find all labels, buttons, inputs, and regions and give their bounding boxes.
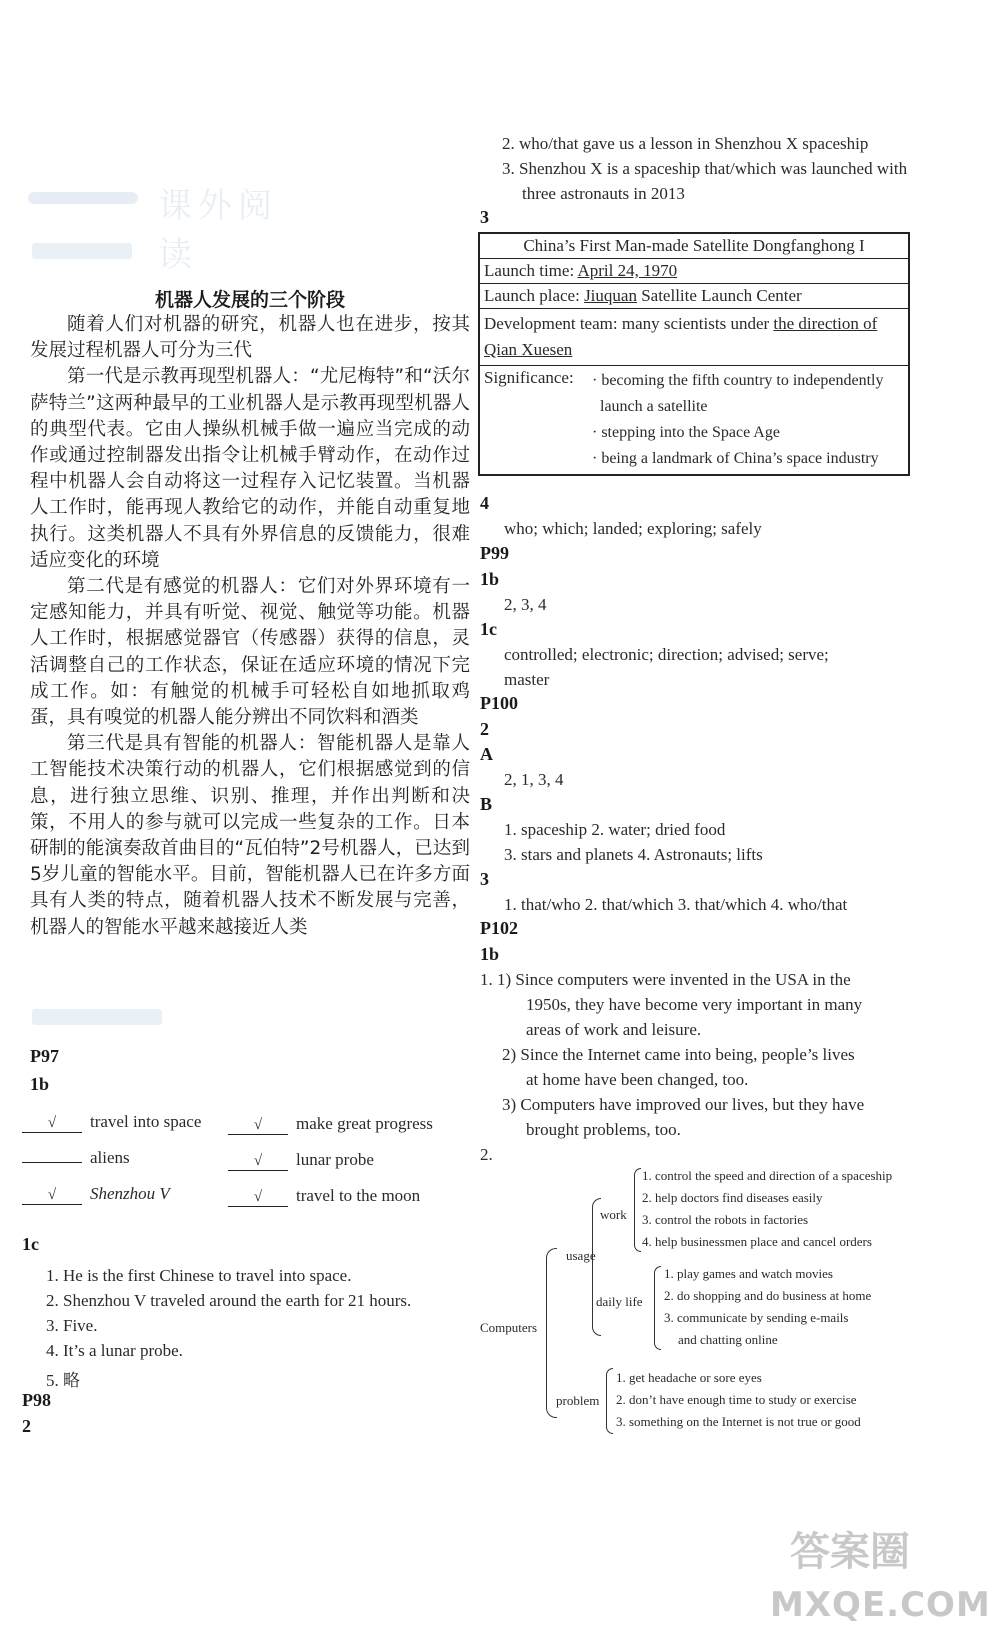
answer-line: 1950s, they have become very important in many — [526, 995, 863, 1014]
checklist-item: √ lunar probe — [228, 1150, 374, 1171]
watermark-logo: 答案圈 — [790, 1529, 910, 1575]
mindmap-root: Computers — [480, 1320, 538, 1335]
table-row: Development team: many scientists under the direction of Qian Xuesen — [479, 309, 909, 366]
satellite-table — [478, 232, 910, 476]
mindmap-leaf: 1. get headache or sore eyes — [616, 1370, 762, 1385]
mindmap-leaf: 3. something on the Internet is not true or good — [616, 1414, 861, 1429]
reading-body — [30, 312, 470, 941]
answer-line: 1. 1) Since computers were invented in the USA in the — [480, 970, 851, 989]
mindmap-leaf: 1. play games and watch movies — [664, 1266, 833, 1281]
table-row: Significance: · becoming the fifth country to independently launch a satellite · stepping into the Space Age · being a landmark of China’s space industry — [479, 366, 909, 476]
answer-line: 1. He is the first Chinese to travel into space. — [46, 1266, 352, 1285]
section-1c: 1c — [480, 619, 497, 639]
answer-line: who; which; landed; exploring; safely — [504, 519, 762, 538]
mindmap-brace — [606, 1368, 613, 1434]
mindmap-leaf: 1. control the speed and direction of a spaceship — [642, 1168, 893, 1183]
answer-line: 2. Shenzhou V traveled around the earth for 21 hours. — [46, 1291, 412, 1310]
page-ref-p97: P97 — [30, 1046, 59, 1066]
answer-line: three astronauts in 2013 — [522, 184, 685, 203]
page-ref-p102: P102 — [480, 918, 518, 938]
answer-line: areas of work and leisure. — [526, 1020, 702, 1039]
checklist-item: √ make great progress — [228, 1114, 433, 1135]
watermark-url: MXQE.COM — [770, 1585, 991, 1625]
section-1b: 1b — [480, 569, 500, 589]
mindmap-leaf: 3. control the robots in factories — [642, 1212, 809, 1227]
section-1b: 1b — [480, 944, 500, 964]
answer-line: at home have been changed, too. — [526, 1070, 749, 1089]
table-row: Launch time: April 24, 1970 — [479, 259, 909, 284]
reading-paragraph: 第二代是有感觉的机器人：它们对外界环境有一定感知能力，并具有听觉、视觉、触觉等功能。机器人工作时，根据感觉器官（传感器）获得的信息，灵活调整自己的工作状态，保证在适应环境的情况下完成工作。如：有触觉的机械手可轻松自如地抓取鸡蛋，具有嗅觉的机器人能分辨出不同饮料和酒类 — [30, 576, 470, 729]
mindmap-leaf: and chatting online — [678, 1332, 778, 1347]
mindmap-leaf: 2. do shopping and do business at home — [664, 1288, 872, 1303]
section-1c: 1c — [22, 1234, 39, 1254]
mindmap-brace — [634, 1168, 641, 1252]
section-A: A — [480, 744, 493, 764]
mindmap-branch-problem: problem — [556, 1393, 600, 1408]
mindmap-leaf: 3. communicate by sending e-mails — [664, 1310, 849, 1325]
checklist-item: √ travel to the moon — [228, 1186, 420, 1207]
answer-line: 2) Since the Internet came into being, people’s lives — [502, 1045, 855, 1064]
section-2: 2 — [480, 719, 489, 739]
reading-paragraph: 随着人们对机器的研究，机器人也在进步，按其发展过程机器人可分为三代 — [30, 314, 470, 362]
answer-line: 2, 1, 3, 4 — [504, 770, 564, 789]
section-header-decoration — [28, 178, 298, 275]
answer-line: 3. stars and planets 4. Astronauts; lifts — [504, 845, 763, 864]
table-title: China’s First Man-made Satellite Dongfanghong I — [479, 233, 909, 259]
mindmap-leaf: 2. don’t have enough time to study or exercise — [616, 1392, 857, 1407]
answer-line: 3. Shenzhou X is a spaceship that/which was launched with — [502, 159, 908, 178]
page-ref-p98: P98 — [22, 1390, 51, 1410]
section-2: 2. — [480, 1145, 493, 1164]
subheading-decoration — [32, 1009, 162, 1025]
checklist-item: aliens — [22, 1148, 130, 1168]
page-ref-p100: P100 — [480, 693, 518, 713]
answer-line: master — [504, 670, 550, 689]
reading-paragraph: 第三代是具有智能的机器人：智能机器人是靠人工智能技术决策行动的机器人，它们根据感觉到的信息，进行独立思维、识别、推理，并作出判断和决策，不用人的参与就可以完成一些复杂的工作。日本研制的能演奏敌首曲目的“瓦伯特”2号机器人，已达到5岁儿童的智能水平。目前，智能机器人已在许多方面具有人类的特点，随着机器人技术不断发展与完善，机器人的智能水平越来越接近人类 — [30, 733, 470, 938]
answer-line: 5. 略 — [46, 1371, 80, 1390]
checklist-item: √ Shenzhou V — [22, 1184, 170, 1205]
reading-paragraph: 第一代是示教再现型机器人：“尤尼梅特”和“沃尔萨特兰”这两种最早的工业机器人是示教再现型机器人的典型代表。它由人操纵机械手做一遍应当完成的动作或通过控制器发出指令让机械手臂动作，在动作过程中机器人会自动将这一过程存入记忆装置。当机器人工作时，能再现人教给它的动作，并能自动重复地执行。这类机器人不具有外界信息的反馈能力，很难适应变化的环境 — [30, 366, 470, 571]
faded-section-title: 课外阅读 — [158, 186, 278, 275]
checklist-item: √ travel into space — [22, 1112, 201, 1133]
mindmap-branch-usage: usage — [566, 1248, 596, 1263]
reading-title: 机器人发展的三个阶段 — [154, 289, 345, 311]
mindmap-branch-daily-life: daily life — [596, 1294, 643, 1309]
subheading-decoration — [32, 243, 132, 259]
answer-line: 1. that/who 2. that/which 3. that/which 4. who/that — [504, 895, 848, 914]
section-B: B — [480, 794, 493, 814]
answer-line: 3) Computers have improved our lives, but they have — [502, 1095, 865, 1114]
answer-line: brought problems, too. — [526, 1120, 681, 1139]
answer-line: 4. It’s a lunar probe. — [46, 1341, 183, 1360]
mindmap-leaf: 2. help doctors find diseases easily — [642, 1190, 823, 1205]
mindmap-branch-work: work — [600, 1207, 627, 1222]
answer-line: 2. who/that gave us a lesson in Shenzhou X spaceship — [502, 134, 869, 153]
section-1b: 1b — [30, 1074, 50, 1094]
answer-line: controlled; electronic; direction; advised; serve; — [504, 645, 829, 664]
answer-line: 1. spaceship 2. water; dried food — [504, 820, 726, 839]
section-2: 2 — [22, 1416, 31, 1436]
mindmap-leaf: 4. help businessmen place and cancel orders — [642, 1234, 872, 1249]
table-row: Launch place: Jiuquan Satellite Launch Center — [479, 284, 909, 309]
answer-line: 2, 3, 4 — [504, 595, 547, 614]
answer-line: 3. Five. — [46, 1316, 98, 1335]
section-3: 3 — [480, 207, 489, 227]
page-ref-p99: P99 — [480, 543, 509, 563]
mindmap-brace — [654, 1266, 661, 1350]
section-4: 4 — [480, 493, 489, 513]
section-3: 3 — [480, 869, 489, 889]
